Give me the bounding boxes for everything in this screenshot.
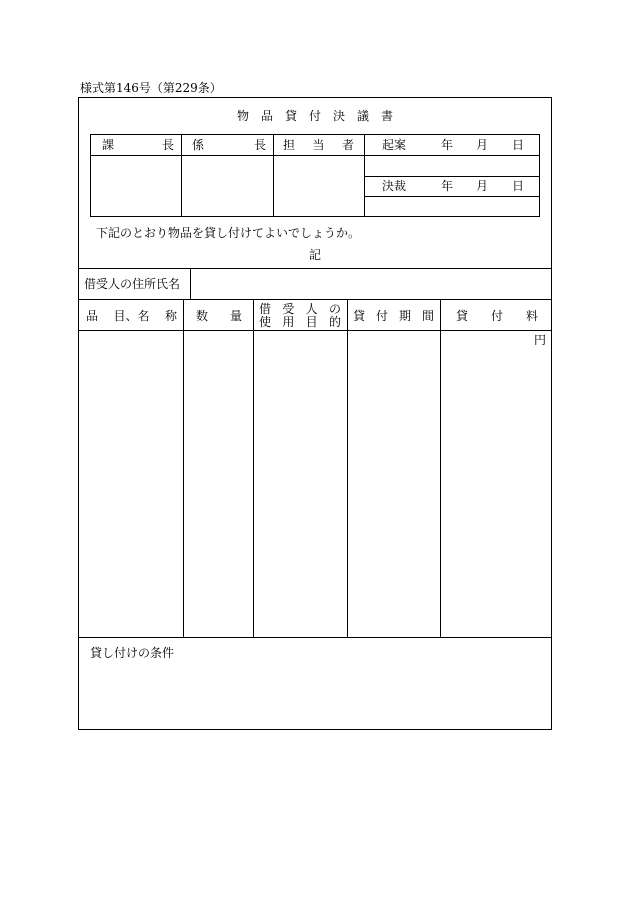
conditions-label: 貸し付けの条件 [90,646,175,660]
conditions-field[interactable] [79,664,551,729]
kakari-cho-label: 係 長 [192,138,266,152]
tanto-sha-label: 担 当 者 [283,138,354,152]
period-cell[interactable] [348,331,440,637]
quantity-cell[interactable] [184,331,253,637]
col-header-fee: 貸 付 料 [456,309,538,323]
kessai-month: 月 [476,179,489,193]
kian-day: 日 [512,138,525,152]
approval-divider-1 [181,134,182,217]
borrower-label: 借受人の住所氏名 [84,277,181,291]
col-header-item: 品 目、名 称 [86,309,177,323]
form-title: 物 品 貸 付 決 議 書 [236,109,393,123]
col-header-quantity: 数 量 [196,309,242,323]
col-header-period: 貸 付 期 間 [353,309,434,323]
form-number: 様式第146号（第229条） [80,81,222,95]
kessai-top-line [364,176,540,177]
kessai-bottom-line [364,196,540,197]
kessai-year: 年 [441,179,454,193]
ka-cho-label: 課 長 [102,138,174,152]
kian-month: 月 [476,138,489,152]
approval-divider-2 [273,134,274,217]
kessai-label: 決裁 [382,179,407,193]
statement-text: 下記のとおり物品を貸し付けてよいでしょうか。 [96,226,361,240]
approval-header-line [90,155,540,156]
table-top-line [78,299,552,300]
table-bottom-line [78,637,552,638]
col-header-purpose-line1: 借 受 人 の [259,302,341,316]
kian-label: 起案 [382,138,407,152]
col-header-purpose-line2: 使 用 目 的 [259,315,341,329]
item-cell[interactable] [79,331,183,637]
yen-unit: 円 [534,333,547,347]
ki-label: 記 [308,248,321,262]
kessai-day: 日 [512,179,525,193]
fee-cell[interactable] [441,347,551,637]
kian-year: 年 [441,138,454,152]
borrower-field[interactable] [191,269,551,299]
purpose-cell[interactable] [254,331,347,637]
